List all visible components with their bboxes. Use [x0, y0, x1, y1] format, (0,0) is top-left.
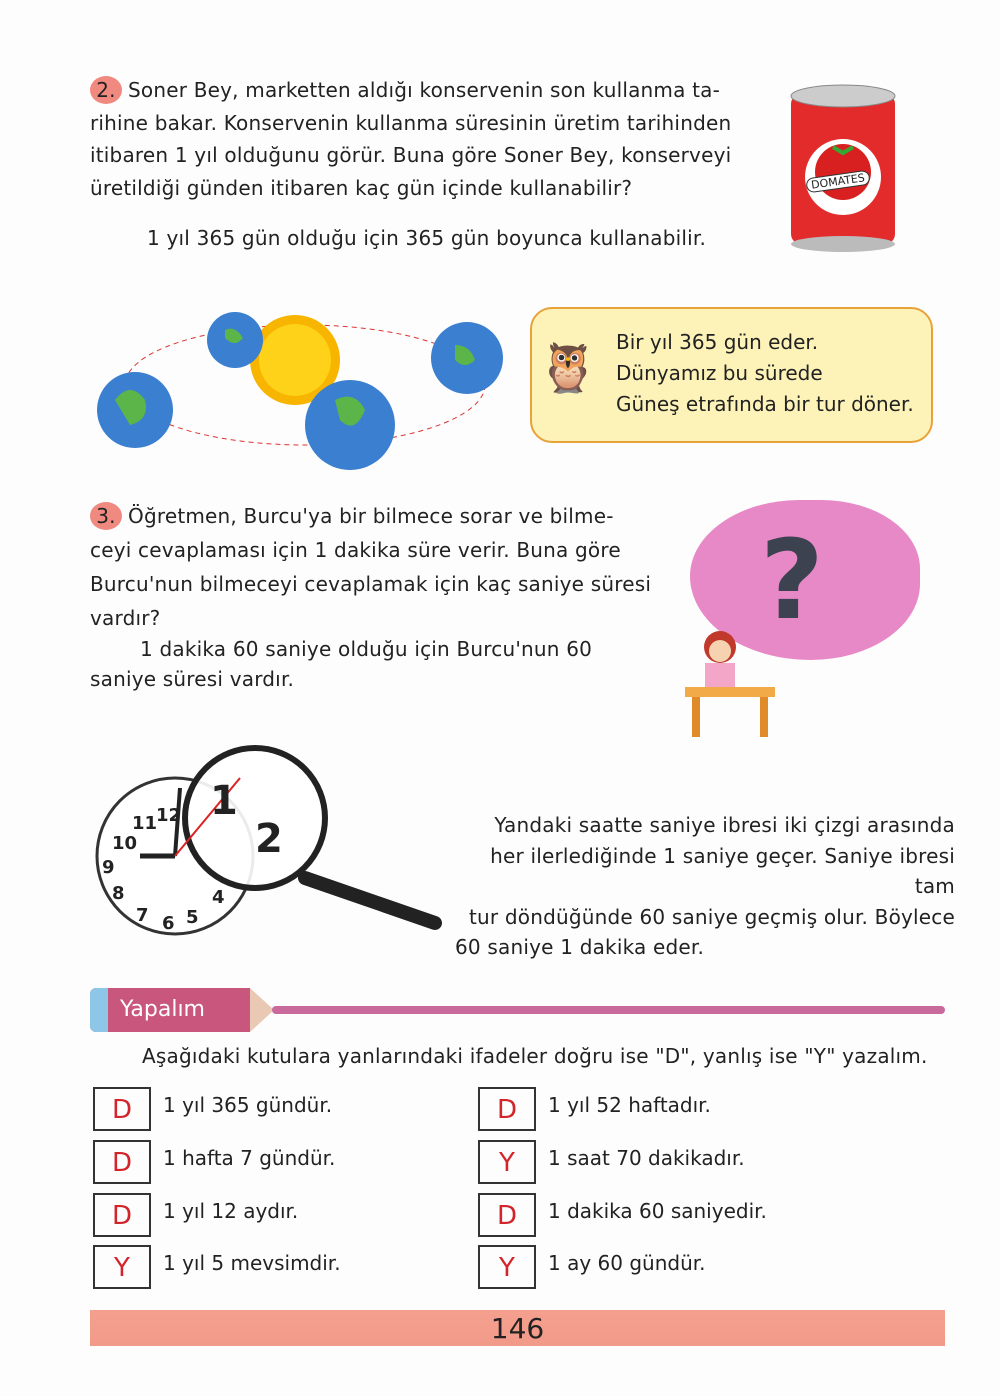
text-line: vardır?	[90, 606, 161, 630]
statement-text: 1 yıl 52 haftadır.	[548, 1093, 711, 1117]
question-mark-icon: ?	[760, 516, 824, 644]
text-line: Bir yıl 365 gün eder.	[616, 330, 819, 354]
text-line: üretildiği günden itibaren kaç gün içinde kullanabilir?	[90, 175, 633, 200]
text-line: tur döndüğünde 60 saniye geçmiş olur. Böylece	[468, 904, 955, 929]
text-line: Güneş etrafında bir tur döner.	[616, 392, 914, 416]
info-callout	[530, 307, 933, 443]
text-line: 1 dakika 60 saniye olduğu için Burcu'nun 60	[140, 637, 593, 661]
question-number: 3.	[90, 502, 122, 530]
answer-2: 1 yıl 365 gün olduğu için 365 gün boyunca kullanabilir.	[147, 226, 707, 250]
text-line: Burcu'nun bilmeceyi cevaplamak için kaç saniye süresi	[90, 572, 652, 596]
answer-box[interactable]: D	[93, 1140, 151, 1184]
pencil-tip	[250, 988, 274, 1032]
text-line: rihine bakar. Konservenin kullanma süresinin üretim tarihinden	[90, 110, 732, 135]
answer-box[interactable]: D	[478, 1193, 536, 1237]
clock-number: 8	[112, 883, 125, 904]
answer-box[interactable]: D	[93, 1087, 151, 1131]
clock-number: 11	[132, 813, 158, 834]
question-3	[90, 499, 660, 635]
page-number-band	[90, 1310, 945, 1346]
statement-text: 1 ay 60 gündür.	[548, 1251, 706, 1275]
statement-text: 1 dakika 60 saniyedir.	[548, 1199, 767, 1223]
answer-box[interactable]: Y	[93, 1245, 151, 1289]
text-line: Soner Bey, marketten aldığı konservenin son kullanma ta-	[128, 78, 721, 102]
text-line: ceyi cevaplaması için 1 dakika süre verir. Buna göre	[90, 538, 621, 562]
magnified-number: 1	[210, 778, 238, 824]
page-number: 146	[490, 1312, 545, 1345]
clock-number: 5	[186, 907, 199, 928]
answer-box[interactable]: D	[93, 1193, 151, 1237]
clock-number: 12	[156, 805, 182, 826]
answer-box[interactable]: D	[478, 1087, 536, 1131]
statement-text: 1 saat 70 dakikadır.	[548, 1146, 745, 1170]
clock-number: 10	[112, 833, 138, 854]
clock-number: 6	[162, 913, 175, 934]
statement-text: 1 yıl 12 aydır.	[163, 1199, 299, 1223]
text-line: saniye süresi vardır.	[90, 667, 295, 691]
statement-text: 1 hafta 7 gündür.	[163, 1146, 336, 1170]
clock-number: 9	[102, 857, 115, 878]
tomato-can-illustration	[788, 82, 898, 252]
callout-text	[616, 327, 914, 420]
answer-box[interactable]: Y	[478, 1140, 536, 1184]
text-line: her ilerlediğinde 1 saniye geçer. Saniye ibresi tam	[490, 843, 955, 898]
text-line: 60 saniye 1 dakika eder.	[455, 935, 705, 959]
statement-text: 1 yıl 365 gündür.	[163, 1093, 333, 1117]
clock-explanation	[455, 810, 955, 963]
yapalim-pencil-header: Yapalım	[90, 988, 250, 1032]
question-2	[90, 74, 770, 204]
question-number: 2.	[90, 76, 122, 104]
clock-with-magnifier-illustration	[90, 738, 450, 948]
answer-3	[90, 634, 610, 694]
earth-orbit-illustration	[95, 300, 515, 470]
instruction: Aşağıdaki kutulara yanlarındaki ifadeler doğru ise "D", yanlış ise "Y" yazalım.	[142, 1044, 928, 1068]
text-line: Öğretmen, Burcu'ya bir bilmece sorar ve bilme-	[128, 504, 614, 528]
text-line: itibaren 1 yıl olduğunu görür. Buna göre Soner Bey, konserveyi	[90, 143, 732, 167]
text-line: Yandaki saatte saniye ibresi iki çizgi arasında	[494, 813, 955, 837]
clock-number: 7	[136, 905, 149, 926]
answer-box[interactable]: Y	[478, 1245, 536, 1289]
girl-at-desk-illustration	[680, 625, 780, 745]
owl-icon: 🦉	[538, 340, 598, 396]
can-label: DOMATES	[805, 170, 870, 194]
statement-text: 1 yıl 5 mevsimdir.	[163, 1251, 341, 1275]
magnified-number: 2	[255, 816, 283, 862]
clock-number: 4	[212, 887, 225, 908]
pencil-line	[272, 1006, 945, 1014]
text-line: Dünyamız bu sürede	[616, 361, 823, 385]
